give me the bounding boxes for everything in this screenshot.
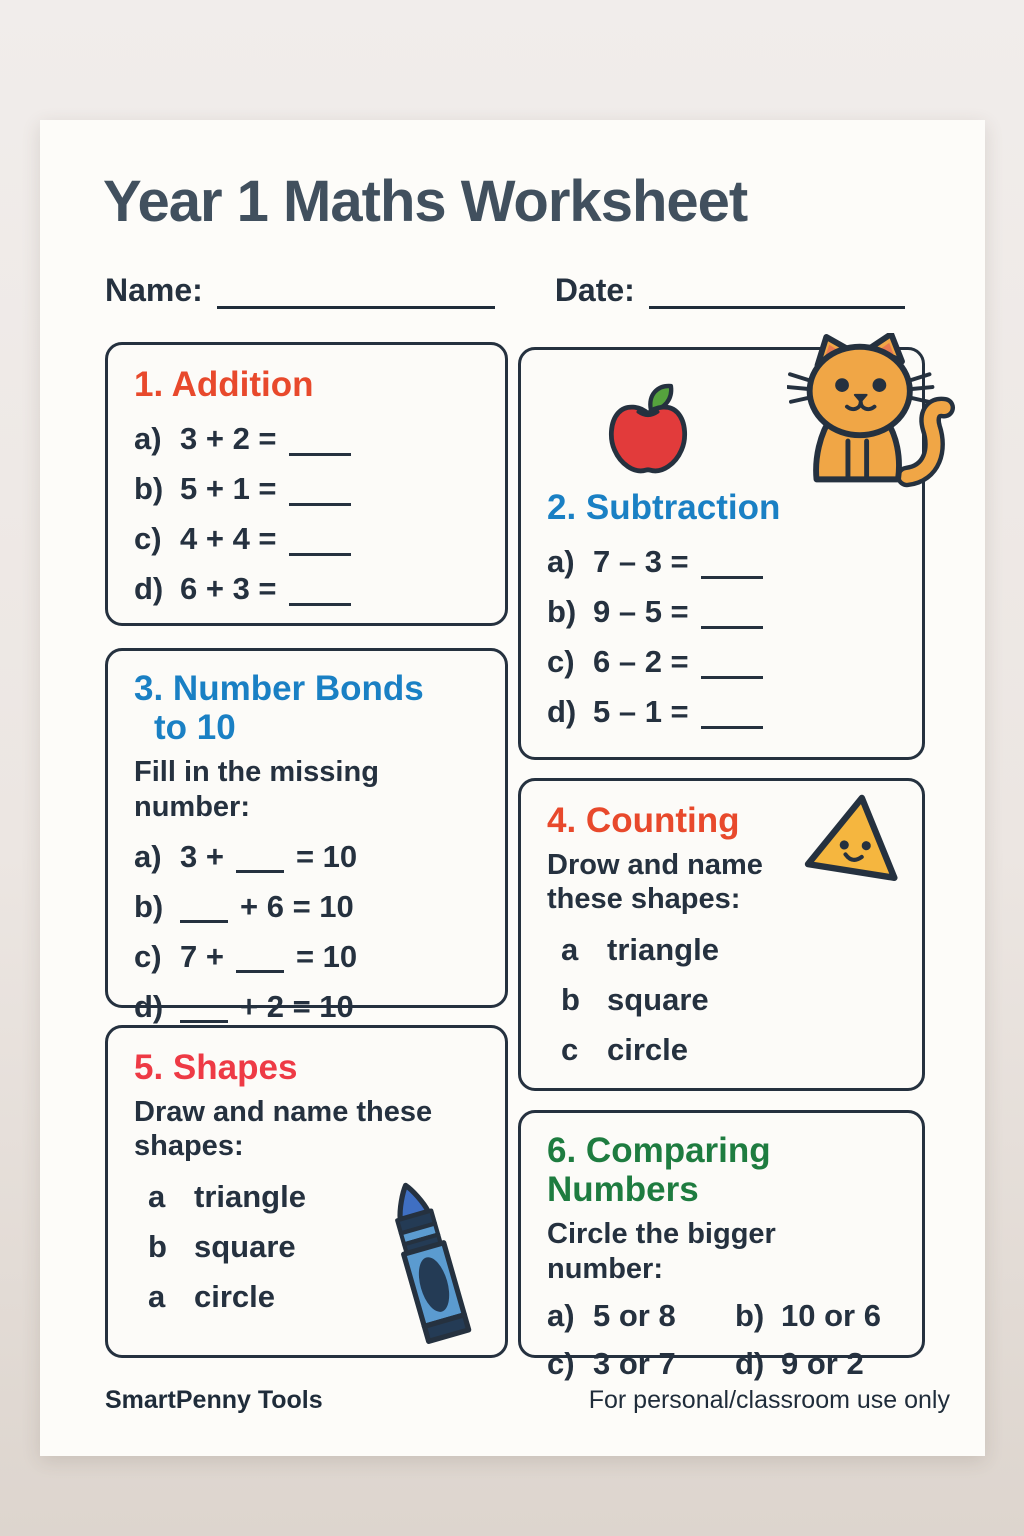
- item-expression: 6 + 3 =: [180, 571, 277, 607]
- item-expression-pre: 3 +: [180, 838, 224, 874]
- counting-items: [547, 925, 896, 1075]
- shape-name: triangle: [194, 1178, 306, 1214]
- item-label: c): [547, 644, 575, 680]
- problem-item: [547, 687, 896, 737]
- bonds-heading-line2: to 10: [154, 708, 236, 748]
- item-expression: 4 + 4 =: [180, 521, 277, 557]
- shapes-intro-line2: shapes:: [134, 1130, 244, 1163]
- section-number-bonds: [105, 648, 508, 1024]
- answer-blank[interactable]: [701, 696, 763, 729]
- compare-item: [547, 1294, 735, 1338]
- comparing-heading: [547, 1131, 896, 1209]
- shape-name: circle: [607, 1031, 689, 1067]
- item-label: a): [134, 838, 162, 874]
- item-label: a: [148, 1278, 166, 1314]
- compare-item: [735, 1342, 896, 1386]
- comparing-heading-line2: Numbers: [547, 1170, 699, 1210]
- item-label: a: [148, 1178, 166, 1214]
- item-expression: 9 – 5 =: [593, 594, 689, 630]
- counting-intro-line2: these shapes:: [547, 883, 741, 916]
- problem-item: [134, 414, 479, 464]
- item-label: d): [547, 694, 577, 730]
- answer-blank[interactable]: [701, 646, 763, 679]
- answer-blank[interactable]: [289, 423, 351, 456]
- footer-brand: SmartPenny Tools: [105, 1386, 323, 1414]
- apple-icon: [605, 381, 691, 477]
- item-label: a): [547, 544, 575, 580]
- item-expression: 6 – 2 =: [593, 644, 689, 680]
- problem-item: [134, 832, 479, 882]
- subtraction-problems: [547, 537, 896, 737]
- answer-blank[interactable]: [701, 596, 763, 629]
- date-label: Date:: [554, 272, 635, 308]
- item-label: b): [134, 888, 164, 924]
- item-expression-post: = 10: [295, 838, 358, 874]
- item-expression-post: + 6 = 10: [240, 888, 354, 924]
- compare-pair[interactable]: 10 or 6: [781, 1297, 881, 1333]
- shapes-intro: [134, 1095, 479, 1163]
- name-date-row: [105, 270, 940, 309]
- problem-item: [547, 587, 896, 637]
- problem-item: [134, 514, 479, 564]
- item-expression: 5 + 1 =: [180, 471, 277, 507]
- subtraction-heading: 2. Subtraction: [547, 488, 781, 527]
- shape-name: square: [194, 1228, 296, 1264]
- compare-pair[interactable]: 9 or 2: [781, 1345, 864, 1381]
- item-expression-post: + 2 = 10: [240, 988, 354, 1024]
- item-expression: 5 – 1 =: [593, 694, 689, 730]
- section-subtraction: [518, 347, 925, 760]
- section-comparing-numbers: [518, 1110, 925, 1381]
- answer-blank[interactable]: [180, 990, 228, 1023]
- section-counting: [518, 778, 925, 1091]
- item-expression: 3 + 2 =: [180, 421, 277, 457]
- answer-blank[interactable]: [236, 940, 284, 973]
- item-expression-pre: 7 +: [180, 938, 224, 974]
- item-expression-post: = 10: [295, 938, 358, 974]
- shape-name: triangle: [607, 931, 719, 967]
- item-label: d): [735, 1345, 765, 1381]
- answer-blank[interactable]: [289, 473, 351, 506]
- comparing-heading-line1: 6. Comparing: [547, 1131, 771, 1170]
- item-label: b: [148, 1228, 167, 1264]
- answer-blank[interactable]: [236, 840, 284, 873]
- compare-item: [547, 1342, 735, 1386]
- shape-name: circle: [194, 1278, 276, 1314]
- item-expression: 7 – 3 =: [593, 544, 689, 580]
- item-label: b): [735, 1297, 765, 1333]
- footer-usage-note: For personal/classroom use only: [588, 1386, 950, 1414]
- bonds-problems: [134, 832, 479, 1032]
- shape-item: [547, 975, 896, 1025]
- item-label: c): [134, 938, 162, 974]
- footer: [105, 1386, 950, 1415]
- counting-heading: 4. Counting: [547, 801, 740, 840]
- item-label: b): [134, 471, 164, 507]
- item-label: c): [547, 1345, 575, 1381]
- addition-heading: 1. Addition: [134, 365, 314, 404]
- item-label: b): [547, 594, 577, 630]
- name-blank-line[interactable]: [217, 270, 495, 309]
- bonds-intro: Fill in the missing number:: [134, 756, 379, 823]
- problem-item: [134, 464, 479, 514]
- shape-item: [547, 1025, 896, 1075]
- problem-item: [134, 932, 479, 982]
- shape-name: square: [607, 981, 709, 1017]
- comparing-intro: Circle the bigger number:: [547, 1218, 776, 1285]
- compare-pair[interactable]: 5 or 8: [593, 1297, 676, 1333]
- name-label: Name:: [105, 272, 203, 308]
- bonds-heading: [134, 669, 479, 747]
- answer-blank[interactable]: [701, 546, 763, 579]
- bonds-heading-line1: 3. Number Bonds: [134, 669, 424, 708]
- answer-blank[interactable]: [180, 890, 228, 923]
- shapes-heading: 5. Shapes: [134, 1048, 298, 1087]
- shape-item: [547, 925, 896, 975]
- item-label: c: [561, 1031, 579, 1067]
- triangle-smiley-icon: [804, 791, 906, 884]
- counting-intro-line1: Drow and name: [547, 849, 763, 882]
- answer-blank[interactable]: [289, 573, 351, 606]
- worksheet-paper: [40, 120, 985, 1456]
- compare-item: [735, 1294, 896, 1338]
- item-label: a: [561, 931, 579, 967]
- item-label: d): [134, 988, 164, 1024]
- item-label: c): [134, 521, 162, 557]
- section-addition: [105, 342, 508, 626]
- answer-blank[interactable]: [289, 523, 351, 556]
- date-blank-line[interactable]: [649, 270, 905, 309]
- addition-problems: [134, 414, 479, 614]
- item-label: d): [134, 571, 164, 607]
- page-title: Year 1 Maths Worksheet: [103, 169, 748, 234]
- item-label: a): [547, 1297, 575, 1333]
- comparing-items: [547, 1294, 896, 1386]
- compare-pair[interactable]: 3 or 7: [593, 1345, 676, 1381]
- section-shapes: [105, 1025, 508, 1358]
- cat-icon: [787, 333, 959, 500]
- item-label: b: [561, 981, 580, 1017]
- problem-item: [547, 537, 896, 587]
- item-label: a): [134, 421, 162, 457]
- problem-item: [134, 564, 479, 614]
- shapes-intro-line1: Draw and name these: [134, 1096, 433, 1129]
- problem-item: [547, 637, 896, 687]
- problem-item: [134, 882, 479, 932]
